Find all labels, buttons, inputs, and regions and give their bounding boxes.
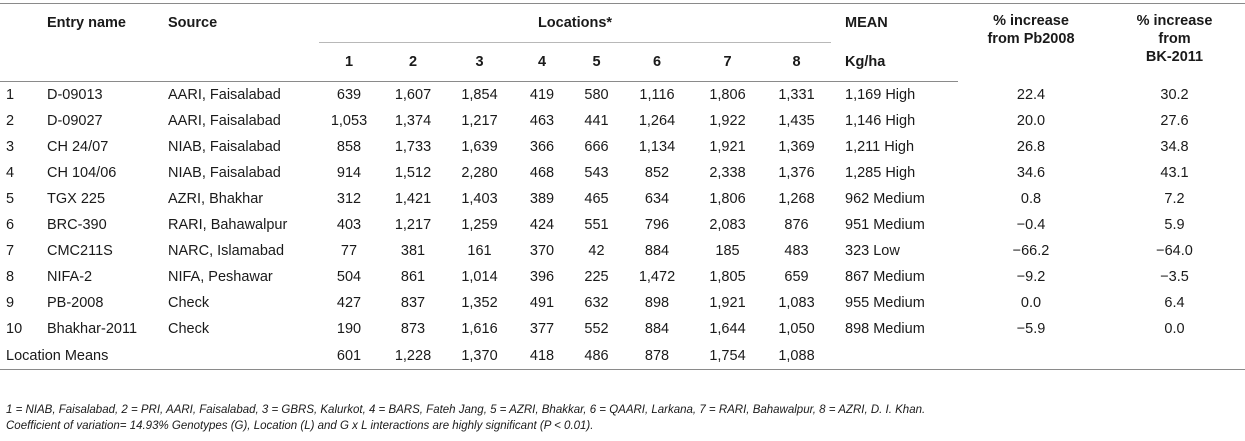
location-5-yield-cell: 632: [584, 295, 609, 311]
location-3-yield-cell: 1,259: [461, 217, 498, 233]
pct-increase-bk2011-cell: 0.0: [1164, 321, 1185, 337]
table-row: [0, 238, 1245, 264]
location-7-yield-cell: 1,921: [709, 139, 746, 155]
table-row: [0, 134, 1245, 160]
location-7-yield-cell: 185: [715, 243, 740, 259]
location-4-yield-cell: 491: [529, 295, 555, 311]
table-row: [0, 186, 1245, 212]
row-number: 1: [6, 87, 15, 103]
row-number: 8: [6, 269, 15, 285]
source-cell: NIAB, Faisalabad: [168, 139, 281, 155]
location-8-yield-cell: 1,435: [778, 113, 815, 129]
location-3-yield-cell: 2,280: [461, 165, 498, 181]
mean-yield-cell: 323 Low: [845, 243, 900, 259]
location-4-yield-cell: 468: [529, 165, 555, 181]
location-1-yield-cell: 1,053: [330, 113, 368, 129]
table-row: [0, 316, 1245, 342]
pct-increase-bk2011-cell: −3.5: [1160, 269, 1189, 285]
location-1-yield-cell: 77: [340, 243, 358, 259]
location-4-yield-cell: 463: [529, 113, 555, 129]
header-location-6: 6: [621, 43, 693, 82]
row-number: 7: [6, 243, 15, 259]
location-4-yield-cell: 424: [529, 217, 555, 233]
location-3-yield-cell: 1,014: [461, 269, 498, 285]
header-pct-bk2011: [1104, 4, 1245, 82]
table-row: [0, 82, 1245, 109]
header-pct-pb2008: [958, 4, 1104, 82]
mean-yield-cell: 1,146 High: [845, 113, 916, 129]
location-5-yield-cell: 42: [588, 243, 605, 259]
location-6-yield-cell: 1,264: [638, 113, 676, 129]
location-8-yield-cell: 876: [784, 217, 809, 233]
header-location-7: 7: [693, 43, 762, 82]
location-8-yield-cell: 1,369: [778, 139, 815, 155]
row-number: 4: [6, 165, 15, 181]
location-7-yield-cell: 1,805: [709, 269, 746, 285]
entry-name-cell: CH 104/06: [47, 165, 117, 181]
row-number: 9: [6, 295, 15, 311]
header-location-8: 8: [762, 43, 831, 82]
location-2-yield-cell: 1,421: [394, 191, 432, 207]
pct-increase-bk2011-cell: 27.6: [1160, 113, 1189, 129]
row-number: 10: [6, 321, 23, 337]
location-6-yield-cell: 884: [644, 321, 670, 337]
row-number: 2: [6, 113, 15, 129]
pct-increase-bk2011-cell: 43.1: [1160, 165, 1189, 181]
pct-increase-pb2008-cell: −0.4: [1016, 217, 1046, 233]
location-3-yield-cell: 1,616: [461, 321, 498, 337]
header-source: Source: [168, 4, 319, 43]
header-pct-bk2011-line1: % increase: [1136, 13, 1213, 29]
location-8-yield-cell: 483: [784, 243, 809, 259]
pct-increase-pb2008-cell: −5.9: [1016, 321, 1046, 337]
header-location-3: 3: [447, 43, 512, 82]
location-1-yield-cell: 914: [336, 165, 362, 181]
location-7-yield-cell: 1,806: [709, 191, 746, 207]
mean-yield-cell: 1,285 High: [845, 165, 916, 181]
header-no: [0, 4, 47, 43]
header-location-5: 5: [572, 43, 621, 82]
pct-increase-pb2008-cell: 0.8: [1020, 191, 1042, 207]
location-1-yield-cell: 504: [336, 269, 362, 285]
header-mean-unit: Kg/ha: [831, 43, 958, 82]
location-1-yield-cell: 427: [336, 295, 362, 311]
table-row: [0, 290, 1245, 316]
header-pct-bk2011-line2: from: [1158, 31, 1191, 47]
source-cell: RARI, Bahawalpur: [168, 217, 288, 233]
location-4-yield-cell: 389: [529, 191, 555, 207]
header-location-1: 1: [319, 43, 379, 82]
pct-increase-bk2011-cell: 7.2: [1164, 191, 1185, 207]
location-5-yield-cell: 666: [584, 139, 609, 155]
location-4-yield-cell: 377: [529, 321, 555, 337]
location-1-yield-cell: 312: [336, 191, 362, 207]
entry-name-cell: PB-2008: [47, 295, 104, 311]
location-8-yield-cell: 1,083: [778, 295, 815, 311]
table-row: [0, 264, 1245, 290]
row-number: 6: [6, 217, 15, 233]
location-8-yield-cell: 1,331: [778, 87, 815, 103]
location-8-yield-cell: 1,050: [778, 321, 815, 337]
location-1-yield-cell: 858: [336, 139, 362, 155]
location-2-yield-cell: 381: [400, 243, 426, 259]
location-mean-5: 486: [572, 342, 621, 370]
location-5-yield-cell: 551: [584, 217, 609, 233]
entry-name-cell: CH 24/07: [47, 139, 109, 155]
location-3-yield-cell: 1,639: [461, 139, 498, 155]
location-4-yield-cell: 370: [529, 243, 555, 259]
header-pct-pb2008-line2: from Pb2008: [987, 31, 1075, 47]
pct-increase-pb2008-cell: −66.2: [1012, 243, 1050, 259]
pct-increase-pb2008-cell: 20.0: [1016, 113, 1046, 129]
pct-increase-bk2011-cell: 34.8: [1160, 139, 1189, 155]
table-row: [0, 212, 1245, 238]
pct-increase-bk2011-cell: 5.9: [1164, 217, 1185, 233]
location-2-yield-cell: 1,512: [394, 165, 432, 181]
entry-name-cell: CMC211S: [47, 243, 113, 259]
location-8-yield-cell: 1,268: [778, 191, 815, 207]
location-6-yield-cell: 634: [644, 191, 670, 207]
mean-yield-cell: 955 Medium: [845, 295, 925, 311]
location-5-yield-cell: 465: [584, 191, 609, 207]
location-6-yield-cell: 1,134: [638, 139, 676, 155]
header-locations: Locations*: [319, 4, 831, 43]
pct-increase-pb2008-cell: 22.4: [1016, 86, 1046, 103]
source-cell: AZRI, Bhakhar: [168, 191, 264, 207]
location-2-yield-cell: 1,217: [394, 217, 432, 233]
location-mean-3: 1,370: [447, 342, 512, 370]
source-cell: NIAB, Faisalabad: [168, 165, 281, 181]
table-row: [0, 160, 1245, 186]
mean-yield-cell: 867 Medium: [845, 269, 925, 285]
mean-yield-cell: 962 Medium: [845, 191, 925, 207]
location-7-yield-cell: 1,921: [709, 295, 746, 311]
location-3-yield-cell: 1,352: [461, 295, 498, 311]
footnote-locations-key: 1 = NIAB, Faisalabad, 2 = PRI, AARI, Faisalabad, 3 = GBRS, Kalurkot, 4 = BARS, Fateh Jang, 5 = AZRI, Bhakkar, 6 = QAARI, Larkana, 7 = RARI, Bahawalpur, 8 = AZRI, D. I. Khan.: [6, 404, 926, 416]
location-6-yield-cell: 898: [644, 295, 670, 311]
header-mean: MEAN: [831, 4, 958, 43]
location-7-yield-cell: 1,644: [709, 321, 746, 337]
location-7-yield-cell: 1,922: [709, 113, 746, 129]
location-means-row: [0, 342, 1245, 370]
mean-yield-cell: 898 Medium: [845, 321, 925, 337]
location-means-label: Location Means: [0, 342, 319, 370]
location-4-yield-cell: 396: [529, 269, 555, 285]
location-1-yield-cell: 403: [336, 217, 362, 233]
location-5-yield-cell: 580: [584, 87, 609, 103]
location-mean-4: 418: [512, 342, 572, 370]
location-6-yield-cell: 852: [644, 165, 670, 181]
entry-name-cell: Bhakhar-2011: [47, 321, 138, 337]
source-cell: Check: [168, 295, 210, 311]
location-3-yield-cell: 161: [467, 243, 492, 259]
pct-increase-pb2008-cell: 26.8: [1016, 139, 1046, 155]
entry-name-cell: D-09027: [47, 113, 103, 129]
header-entry-name: Entry name: [47, 4, 168, 43]
location-6-yield-cell: 1,472: [638, 269, 676, 285]
table-header: [0, 4, 1245, 82]
source-cell: Check: [168, 321, 210, 337]
location-mean-2: 1,228: [379, 342, 447, 370]
pct-increase-bk2011-cell: 30.2: [1160, 86, 1189, 103]
footnote-statistics: Coefficient of variation= 14.93% Genotypes (G), Location (L) and G x L interactions are highly significant (P < 0.01).: [6, 420, 594, 432]
header-location-2: 2: [379, 43, 447, 82]
pct-increase-bk2011-cell: 6.4: [1164, 295, 1185, 311]
location-7-yield-cell: 2,338: [709, 165, 746, 181]
location-4-yield-cell: 366: [529, 139, 555, 155]
header-pct-bk2011-line3: BK-2011: [1145, 49, 1204, 65]
location-6-yield-cell: 796: [644, 217, 670, 233]
location-2-yield-cell: 837: [400, 295, 426, 311]
location-2-yield-cell: 861: [400, 269, 426, 285]
pct-increase-pb2008-cell: 0.0: [1020, 295, 1042, 311]
pct-increase-pb2008-cell: −9.2: [1016, 269, 1046, 285]
pct-increase-bk2011-cell: −64.0: [1156, 243, 1193, 259]
yield-table: [0, 3, 1245, 370]
location-8-yield-cell: 659: [784, 269, 809, 285]
yield-table-container: [0, 3, 1213, 370]
location-mean-8: 1,088: [762, 342, 831, 370]
mean-yield-cell: 1,169 High: [845, 87, 916, 103]
row-number: 3: [6, 139, 15, 155]
entry-name-cell: NIFA-2: [47, 269, 93, 285]
location-1-yield-cell: 190: [336, 321, 362, 337]
source-cell: NARC, Islamabad: [168, 243, 285, 259]
table-body: [0, 82, 1245, 370]
location-mean-6: 878: [621, 342, 693, 370]
mean-yield-cell: 1,211 High: [845, 139, 915, 155]
table-row: [0, 108, 1245, 134]
location-3-yield-cell: 1,403: [461, 191, 498, 207]
entry-name-cell: D-09013: [47, 87, 103, 103]
location-4-yield-cell: 419: [529, 87, 555, 103]
location-7-yield-cell: 2,083: [709, 217, 746, 233]
location-5-yield-cell: 225: [584, 269, 609, 285]
location-1-yield-cell: 639: [336, 87, 362, 103]
location-8-yield-cell: 1,376: [778, 165, 815, 181]
location-3-yield-cell: 1,217: [461, 113, 498, 129]
location-6-yield-cell: 884: [644, 243, 670, 259]
location-2-yield-cell: 873: [400, 321, 426, 337]
entry-name-cell: TGX 225: [47, 191, 106, 207]
pct-increase-pb2008-cell: 34.6: [1016, 165, 1046, 181]
location-5-yield-cell: 552: [584, 321, 609, 337]
location-7-yield-cell: 1,806: [709, 87, 746, 103]
source-cell: AARI, Faisalabad: [168, 87, 281, 103]
location-2-yield-cell: 1,607: [394, 87, 432, 103]
header-pct-pb2008-line1: % increase: [993, 13, 1069, 29]
mean-yield-cell: 951 Medium: [845, 217, 925, 233]
table-footnote: [6, 402, 925, 434]
location-2-yield-cell: 1,374: [394, 113, 432, 129]
entry-name-cell: BRC-390: [47, 217, 107, 233]
source-cell: NIFA, Peshawar: [168, 269, 273, 285]
location-mean-7: 1,754: [693, 342, 762, 370]
header-location-4: 4: [512, 43, 572, 82]
location-mean-1: 601: [319, 342, 379, 370]
source-cell: AARI, Faisalabad: [168, 113, 281, 129]
location-5-yield-cell: 441: [584, 113, 609, 129]
location-5-yield-cell: 543: [584, 165, 609, 181]
location-6-yield-cell: 1,116: [639, 87, 675, 103]
row-number: 5: [6, 191, 15, 207]
location-2-yield-cell: 1,733: [394, 139, 432, 155]
location-3-yield-cell: 1,854: [461, 87, 498, 103]
